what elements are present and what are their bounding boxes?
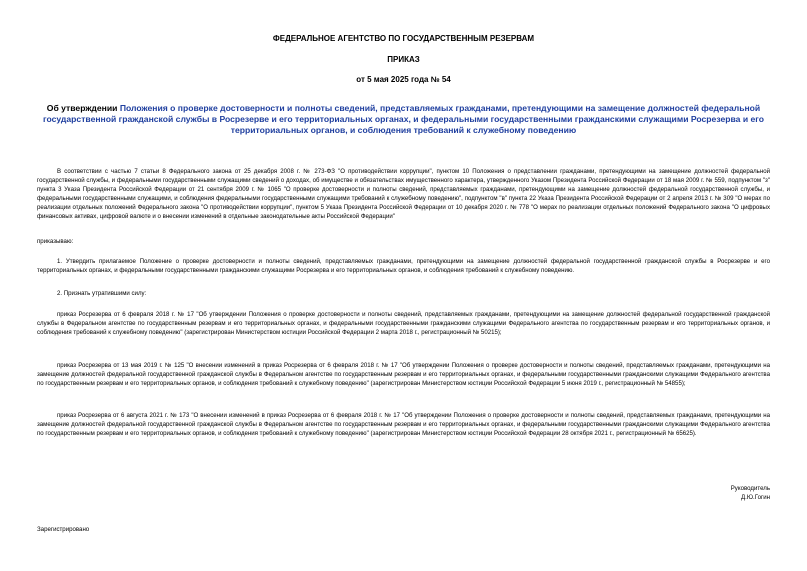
item-2-text: 2. Признать утратившими силу: <box>57 290 147 297</box>
repeal-1-section <box>37 310 770 337</box>
repeal-2-text: приказ Росрезерва от 13 мая 2019 г. № 125 "О внесении изменений в приказ Росрезерва от 6 февраля 2018 г. № 17 "Об утверждении Положения о проверке достоверности и полноты сведений, представляемых гражданами, претендующими на замещение должностей федеральной государственной гражданской службы в Федеральном агентстве по государственным резервам и его территориальных органах, и федеральными государственными гражданскими служащими Федерального агентства по государственным резервам и его территориальных органов, и соблюдения требований к служебному поведению" (зарегистрирован Министерством юстиции Российской Федерации 5 июня 2019 г., регистрационный № 54855); <box>37 362 770 388</box>
registration-note: Зарегистрировано <box>37 526 90 533</box>
title-prefix: Об утверждении <box>46 103 120 113</box>
order-word: приказываю: <box>37 238 74 245</box>
title-link[interactable]: Положения о проверке достоверности и полноты сведений, представляемых гражданами, претендующими на замещение должностей федеральной государственной гражданской службы в Росрезерве и его территориальных органах, и федеральными государственными гражданскими служащими Росрезерва и его территориальных органов, и соблюдения требований к служебному поведению <box>42 103 765 135</box>
repeal-3-text: приказ Росрезерва от 6 августа 2021 г. № 173 "О внесении изменений в приказ Росрезерва от 6 февраля 2018 г. № 17 "Об утверждении Положения о проверке достоверности и полноты сведений, представляемых гражданами, претендующими на замещение должностей федеральной государственной гражданской службы в Федеральном агентстве по государственным резервам и его территориальных органах, и федеральными государственными гражданскими служащими Федерального агентства по государственным резервам и его территориальных органов, и соблюдения требований к служебному поведению" (зарегистрирован Министерством юстиции Российской Федерации 28 октября 2021 г., регистрационный № 65625). <box>37 412 770 438</box>
item-1-text: 1. Утвердить прилагаемое Положение о проверке достоверности и полноты сведений, представляемых гражданами, претендующими на замещение должностей федеральной государственной гражданской службы в Росрезерве и его территориальных органах, и федеральными государственными гражданскими служащими Росрезерва и его территориальных органов, и соблюдения требований к служебному поведению. <box>37 258 770 275</box>
signature-block <box>731 484 770 502</box>
repeal-1-text: приказ Росрезерва от 6 февраля 2018 г. № 17 "Об утверждении Положения о проверке достоверности и полноты сведений, представляемых гражданами, претендующими на замещение должностей федеральной государственной гражданской службы в Федеральном агентстве по государственным резервам и его территориальных органах, и федеральными государственными гражданскими служащими Федерального агентства по государственным резервам и его территориальных органов, и соблюдения требований к служебному поведению" (зарегистрирован Министерством юстиции Российской Федерации 2 марта 2018 г., регистрационный № 50215); <box>37 311 770 337</box>
signatory-position: Руководитель <box>730 485 770 492</box>
agency-name: ФЕДЕРАЛЬНОЕ АГЕНТСТВО ПО ГОСУДАРСТВЕННЫМ РЕЗЕРВАМ <box>272 34 535 43</box>
preamble-text: В соответствии с частью 7 статьи 8 Федерального закона от 25 декабря 2008 г. № 273-ФЗ "О противодействии коррупции", пунктом 10 Положения о представлении гражданами, претендующими на замещение должностей федеральной государственной службы, и федеральными государственными служащими сведений о доходах, об имуществе и обязательствах имущественного характера, утвержденного Указом Президента Российской Федерации от 18 мая 2009 г. № 559, подпунктом "з" пункта 3 Указа Президента Российской Федерации от 21 сентября 2009 г. № 1065 "О проверке достоверности и полноты сведений, представляемых гражданами, претендующими на замещение должностей федеральной государственной службы, и федеральными государственными служащими, и соблюдения федеральными государственными служащими требований к служебному поведению", подпунктом "в" пункта 22 Указа Президента Российской Федерации от 2 апреля 2013 г. № 309 "О мерах по реализации отдельных положений Федерального закона "О противодействии коррупции", пунктом 5 Указа Президента Российской Федерации от 10 декабря 2020 г. № 778 "О мерах по реализации отдельных положений Федерального закона "О цифровых финансовых активах, цифровой валюте и о внесении изменений в отдельные законодательные акты Российской Федерации" <box>37 168 770 221</box>
item-1-section <box>37 257 770 275</box>
signatory-name: Д.Ю.Гогин <box>741 494 770 502</box>
preamble-section <box>37 167 770 222</box>
document-title <box>37 103 770 136</box>
item-2-section <box>37 289 770 298</box>
repeal-2-section <box>37 361 770 388</box>
document-type: ПРИКАЗ <box>387 55 420 64</box>
document-date-number: от 5 мая 2025 года № 54 <box>356 75 451 84</box>
order-section <box>37 237 770 246</box>
repeal-3-section <box>37 411 770 438</box>
